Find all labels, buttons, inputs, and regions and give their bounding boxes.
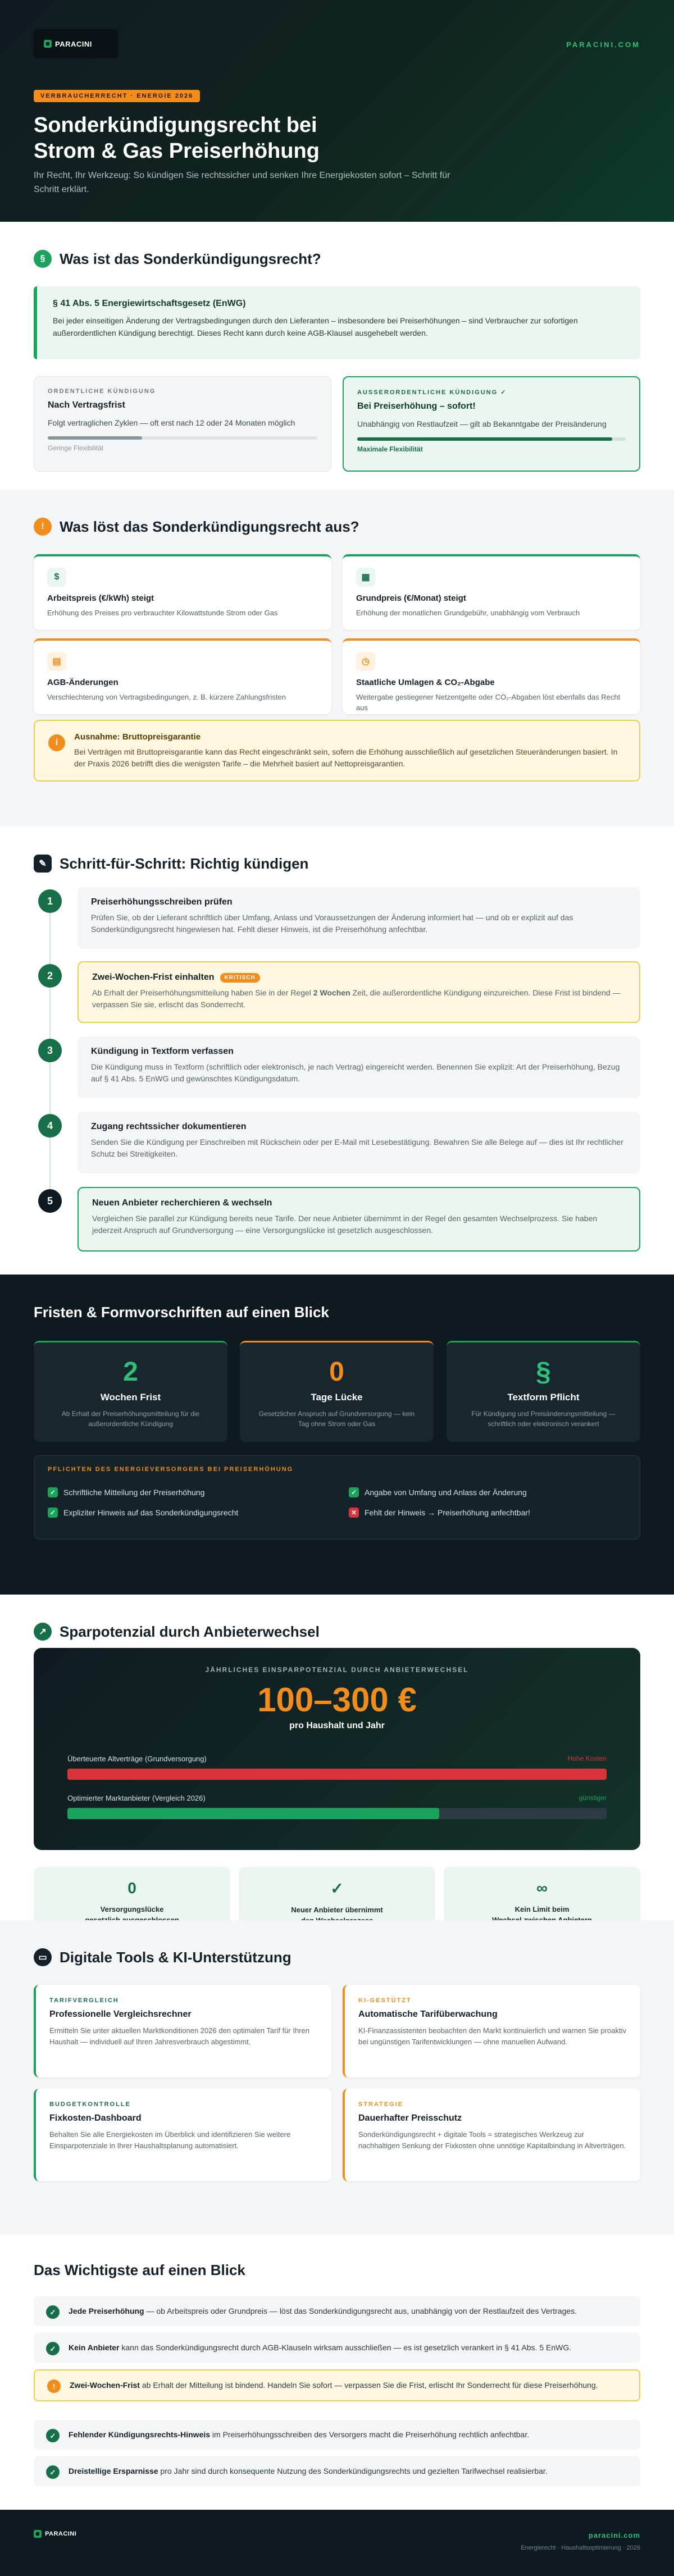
exception-note: [34, 720, 640, 782]
cause-card: [343, 554, 640, 630]
check-icon: ✓: [46, 2429, 60, 2442]
stat-value: §: [536, 1357, 551, 1387]
flexibility-label: Geringe Flexibilität: [48, 444, 104, 452]
benefit-text-line: Kein Limit beim: [514, 1905, 570, 1913]
step-card-critical: [78, 961, 640, 1023]
hero-domain-link[interactable]: PARACINI.COM: [566, 40, 640, 49]
page-title-line-2: Strom & Gas Preiserhöhung: [34, 139, 320, 163]
card-text: Folgt vertraglichen Zyklen — oft erst nach 12 oder 24 Monaten möglich: [48, 418, 295, 427]
cause-title: AGB-Änderungen: [47, 678, 119, 687]
stat-text: Ab Erhalt der Preiserhöhungsmitteilung für die außerordentliche Kündigung: [61, 1410, 200, 1428]
cost-bar: [67, 1808, 607, 1819]
footer-logo[interactable]: [34, 2530, 76, 2538]
stat-text: Gesetzlicher Anspruch auf Grundversorgung — kein Tag ohne Strom oder Gas: [258, 1410, 415, 1428]
card-title: Bei Preiserhöhung – sofort!: [357, 401, 476, 411]
section-summary: [0, 2235, 674, 2510]
tool-title: Dauerhafter Preisschutz: [358, 2113, 462, 2123]
step-number: 5: [38, 1189, 62, 1213]
section-title: Was ist das Sonderkündigungsrecht?: [60, 250, 321, 267]
tool-card: [343, 2089, 640, 2181]
step-text: Prüfen Sie, ob der Lieferant schriftlich über Umfang, Anlass und Voraussetzungen der Änderung informiert hat — und ob er explizit auf das Sonderkündigungsrecht hingewiesen hat. Fehlt dieser Hinweis, ist die Preiserhöhung anfechtbar.: [91, 913, 573, 934]
duties-kicker: PFLICHTEN DES ENERGIEVERSORGERS BEI PREISERHÖHUNG: [48, 1466, 294, 1473]
section-title: Sparpotenzial durch Anbieterwechsel: [60, 1623, 320, 1640]
stat-card: [447, 1341, 640, 1442]
stat-text: Für Kündigung und Preisänderungsmitteilung — schriftlich oder elektronisch verankert: [471, 1410, 616, 1428]
step-number: 2: [38, 964, 62, 988]
alert-icon: !: [47, 2379, 61, 2393]
step-text: Senden Sie die Kündigung per Einschreiben mit Rückschein oder per E-Mail mit Lesebestätigung. Bewahren Sie alle Belege auf — dies ist Ihr rechtlicher Schutz bei Streitigkeiten.: [91, 1138, 623, 1158]
step-title-text: Preiserhöhungsschreiben prüfen: [91, 897, 233, 907]
summary-emphasis: Jede Preiserhöhung: [69, 2306, 144, 2315]
hero-header: [0, 0, 674, 222]
tool-card: [343, 1985, 640, 2077]
tool-text: KI-Finanzassistenten beobachten den Markt kontinuierlich und warnen Sie proaktiv bei ungünstigen Tarifentwicklungen — ohne manuellen Aufwand.: [358, 2026, 626, 2046]
benefit-text-line: Neuer Anbieter übernimmt: [291, 1906, 383, 1914]
section-title: Digitale Tools & KI-Unterstützung: [60, 1948, 292, 1966]
section-title: Was löst das Sonderkündigungsrecht aus?: [60, 518, 359, 535]
duty-text: Fehlt der Hinweis → Preiserhöhung anfechtbar!: [365, 1508, 530, 1517]
duty-item: [349, 1487, 527, 1497]
stat-value: 2: [123, 1357, 138, 1387]
duty-text: Schriftliche Mitteilung der Preiserhöhung: [63, 1488, 205, 1497]
savings-kicker: JÄHRLICHES EINSPARPOTENZIAL DURCH ANBIETERWECHSEL: [205, 1666, 469, 1674]
duty-item: [48, 1508, 238, 1518]
savings-panel: [34, 1648, 640, 1850]
step-number: 3: [38, 1039, 62, 1062]
section-title: Das Wichtigste auf einen Blick: [34, 2262, 245, 2278]
check-icon: ✓: [48, 1487, 58, 1497]
step-text: Die Kündigung muss in Textform (schriftlich oder elektronisch, je nach Vertrag) eingereicht werden. Benennen Sie explizit: Art der Preiserhöhung, Bezug auf § 41 Abs. 5 EnWG und gewünschtes Kündigungsdatum.: [91, 1062, 620, 1083]
flexibility-bar-fill: [48, 436, 142, 440]
duty-text: Expliziter Hinweis auf das Sonderkündigungsrecht: [63, 1508, 239, 1517]
step-title: [91, 1122, 627, 1132]
summary-emphasis: Dreistellige Ersparnisse: [69, 2467, 158, 2475]
cause-card: [343, 638, 640, 714]
bar-label: Überteuerte Altverträge (Grundversorgung): [67, 1755, 207, 1763]
step-title: [91, 1047, 627, 1057]
stat-card: [34, 1341, 227, 1442]
cross-icon: ✕: [349, 1508, 359, 1518]
step-card: [78, 1112, 640, 1173]
tool-title: Fixkosten-Dashboard: [49, 2113, 142, 2123]
page-title: [34, 112, 427, 164]
trend-up-icon: ↗: [34, 1623, 52, 1641]
card-text: Unabhängig von Restlaufzeit — gilt ab Bekanntgabe der Preisänderung: [357, 419, 607, 428]
tool-text: Behalten Sie alle Energiekosten im Überblick und identifizieren Sie weitere Einsparpotenziale in Ihrer Haushaltsplanung automatisiert.: [49, 2130, 291, 2150]
cause-text: Verschlechterung von Vertragsbedingungen, z. B. kürzere Zahlungsfristen: [47, 693, 286, 701]
step-title: [92, 972, 626, 983]
bar-value: günstiger: [579, 1794, 607, 1802]
cost-bar: [67, 1769, 607, 1780]
section-triggers: [0, 490, 674, 826]
section-heading: [34, 518, 359, 536]
legal-basis-box: [34, 286, 640, 359]
step-text: Vergleichen Sie parallel zur Kündigung bereits neue Tarife. Der neue Anbieter übernimmt in der Regel den gesamten Wechselprozess. Sie haben jederzeit Anspruch auf Grundversorgung — eine Versorgungslücke ist gesetzlich ausgeschlossen.: [92, 1214, 598, 1235]
duty-text: Angabe von Umfang und Anlass der Änderung: [365, 1488, 527, 1497]
cost-bar-fill: [67, 1769, 607, 1780]
section-definition: [0, 222, 674, 490]
section-heading: [34, 250, 321, 268]
stat-title: Wochen Frist: [100, 1392, 161, 1403]
tool-title: Automatische Tarifüberwachung: [358, 2009, 498, 2019]
check-icon: ✓: [46, 2342, 60, 2355]
step-card: [78, 887, 640, 949]
footer-note: Energierecht · Haushaltsoptimierung · 2026: [521, 2545, 640, 2551]
summary-item: [34, 2456, 640, 2486]
step-title: [91, 897, 627, 907]
dollar-icon: $: [47, 568, 66, 587]
summary-emphasis: Zwei-Wochen-Frist: [70, 2381, 140, 2390]
section-title: Fristen & Formvorschriften auf einen Blick: [34, 1304, 329, 1321]
step-number: 1: [38, 889, 62, 913]
savings-amount: 100–300 €: [257, 1681, 417, 1719]
note-title: Ausnahme: Bruttopreisgarantie: [74, 732, 201, 742]
cause-text: Erhöhung der monatlichen Grundgebühr, unabhängig vom Verbrauch: [356, 609, 580, 617]
duty-item: [48, 1487, 204, 1497]
stat-title: Tage Lücke: [311, 1392, 363, 1403]
card-kicker: AUSSERORDENTLICHE KÜNDIGUNG ✓: [357, 389, 507, 396]
alert-icon: !: [34, 518, 52, 536]
stat-card: [240, 1341, 434, 1442]
tool-card: [34, 2089, 331, 2181]
tool-kicker: STRATEGIE: [358, 2101, 404, 2108]
cost-bar-fill: [67, 1808, 439, 1819]
step-card: [78, 1036, 640, 1098]
section-heading: [34, 1948, 292, 1966]
tool-card: [34, 1985, 331, 2077]
cause-card: [34, 638, 331, 714]
step-text-part: Ab Erhalt der Preiserhöhungsmitteilung haben Sie in der Regel: [92, 988, 313, 997]
summary-text: — ob Arbeitspreis oder Grundpreis — löst das Sonderkündigungsrecht aus, unabhängig von der Restlaufzeit des Vertrages.: [144, 2306, 577, 2315]
section-deadlines: [0, 1275, 674, 1595]
footer-domain-link[interactable]: paracini.com: [588, 2531, 640, 2540]
benefit-value: ∞: [536, 1879, 548, 1897]
step-title-text: Zugang rechtssicher dokumentieren: [91, 1122, 247, 1131]
stat-value: 0: [329, 1357, 344, 1387]
cause-text: Weitergabe gestiegener Netzentgelte oder CO₂-Abgaben löst ebenfalls das Recht aus: [356, 693, 621, 712]
check-icon: ✓: [46, 2465, 60, 2479]
step-text-emphasis: 2 Wochen: [313, 988, 350, 997]
step-title-text: Zwei-Wochen-Frist einhalten: [92, 972, 215, 982]
tool-text: Sonderkündigungsrecht + digitale Tools = strategisches Werkzeug zur nachhaltigen Senkung der Fixkosten ohne unnötige Kapitalbindung in Altverträgen.: [358, 2130, 626, 2150]
benefit-value: ✓: [330, 1880, 344, 1897]
summary-emphasis: Kein Anbieter: [69, 2343, 120, 2352]
note-text: Bei Verträgen mit Bruttopreisgarantie kann das Recht eingeschränkt sein, sofern die Erhöhung ausschließlich auf gesetzlichen Steueränderungen basiert. In der Praxis 2026 betrifft dies die wenigsten Tarife – die Mehrheit basiert auf Nettopreisgarantien.: [74, 747, 618, 768]
savings-unit: pro Haushalt und Jahr: [289, 1721, 385, 1730]
cause-title: Grundpreis (€/Monat) steigt: [356, 593, 466, 603]
cause-title: Arbeitspreis (€/kWh) steigt: [47, 593, 154, 603]
step-text: [92, 987, 626, 1011]
tool-text: Ermitteln Sie unter aktuellen Marktkonditionen 2026 den optimalen Tarif für Ihren Haushalt — individuell auf Ihren Jahresverbrauch abgestimmt.: [49, 2026, 309, 2046]
benefit-value: 0: [127, 1879, 136, 1897]
page-subtitle: Ihr Recht, Ihr Werkzeug: So kündigen Sie rechtssicher und senken Ihre Energiekosten sofort – Schritt für Schritt erklärt.: [34, 171, 450, 194]
flexibility-bar-fill: [357, 437, 612, 441]
legal-text: Bei jeder einseitigen Änderung der Vertragsbedingungen durch den Lieferanten – insbesondere bei Preiserhöhungen – sind Verbraucher zur sofortigen außerordentlichen Kündigung berechtigt. Dieses Recht kann durch keine AGB-Klausel ausgehebelt werden.: [53, 316, 578, 337]
step-card-final: [78, 1187, 640, 1252]
flexibility-bar: [48, 436, 317, 440]
check-icon: ✓: [48, 1508, 58, 1518]
step-title-text: Kündigung in Textform verfassen: [91, 1047, 234, 1056]
summary-item: [34, 2296, 640, 2326]
bar-value: Hohe Kosten: [567, 1755, 607, 1762]
provider-duties-box: [34, 1455, 640, 1540]
logo-text: PARACINI: [55, 39, 92, 48]
card-title: Nach Vertragsfrist: [48, 400, 125, 410]
check-icon: ✓: [46, 2305, 60, 2319]
step-number: 4: [38, 1114, 62, 1138]
step-title: [92, 1198, 626, 1208]
cause-card: [34, 554, 331, 630]
info-icon: i: [48, 734, 65, 751]
page-title-line-1: Sonderkündigungsrecht bei: [34, 113, 317, 137]
step-title-text: Neuen Anbieter recherchieren & wechseln: [92, 1198, 272, 1208]
summary-item-warning: [34, 2369, 640, 2401]
step-text-part: Zeit, die außerordentliche Kündigung einzureichen. Diese Frist ist bindend — verpassen Sie sie, erlischt das Sonderrecht.: [92, 988, 621, 1009]
paragraph-icon: §: [34, 250, 52, 268]
category-badge: VERBRAUCHERRECHT · ENERGIE 2026: [34, 90, 200, 102]
tool-title: Professionelle Vergleichsrechner: [49, 2009, 192, 2019]
flexibility-label: Maximale Flexibilität: [357, 445, 423, 453]
summary-text: kann das Sonderkündigungsrecht durch AGB-Klauseln wirksam ausschließen — es ist gesetzlich verankert in § 41 Abs. 5 EnWG.: [119, 2343, 572, 2352]
section-tools: [0, 1920, 674, 2235]
section-heading: [34, 1623, 320, 1641]
calendar-icon: ▦: [356, 568, 375, 587]
duty-item: [349, 1508, 530, 1518]
edit-icon: ✎: [34, 855, 52, 873]
logo[interactable]: [34, 29, 118, 58]
section-heading: [34, 855, 308, 873]
summary-text: ab Erhalt der Mitteilung ist bindend. Handeln Sie sofort — verpassen Sie die Frist, erlischt Ihr Sonderrecht für diese Preiserhöhung.: [139, 2381, 598, 2390]
ordinary-termination-card: [34, 376, 331, 472]
section-title: Schritt-für-Schritt: Richtig kündigen: [60, 855, 309, 872]
summary-emphasis: Fehlender Kündigungsrechts-Hinweis: [69, 2430, 211, 2439]
summary-text: im Preiserhöhungsschreiben des Versorgers macht die Preiserhöhung rechtlich anfechtbar.: [210, 2430, 530, 2439]
clock-icon: ◷: [356, 652, 375, 671]
tool-kicker: KI-GESTÜTZT: [358, 1997, 412, 2004]
summary-text: pro Jahr sind durch konsequente Nutzung des Sonderkündigungsrechts und gezielten Tarifwechsel realisierbar.: [158, 2467, 548, 2475]
monitor-icon: ▭: [34, 1948, 52, 1966]
document-icon: ▤: [47, 652, 66, 671]
cause-title: Staatliche Umlagen & CO₂-Abgabe: [356, 678, 495, 687]
critical-badge: KRITISCH: [220, 973, 260, 983]
bar-label: Optimierter Marktanbieter (Vergleich 2026): [67, 1794, 206, 1802]
benefit-text-line: Versorgungslücke: [100, 1905, 164, 1913]
logo-mark-icon: [44, 40, 52, 48]
card-kicker: ORDENTLICHE KÜNDIGUNG: [48, 388, 156, 395]
tool-kicker: TARIFVERGLEICH: [49, 1997, 119, 2004]
section-steps: [0, 826, 674, 1275]
cause-text: Erhöhung des Preises pro verbrauchter Kilowattstunde Strom oder Gas: [47, 609, 278, 617]
extraordinary-termination-card: [343, 376, 640, 472]
footer: [0, 2510, 674, 2576]
summary-item: [34, 2420, 640, 2450]
tool-kicker: BUDGETKONTROLLE: [49, 2101, 131, 2108]
check-icon: ✓: [349, 1487, 359, 1497]
logo-mark-icon: [34, 2530, 42, 2538]
summary-item: [34, 2333, 640, 2363]
stat-title: Textform Pflicht: [507, 1392, 580, 1403]
flexibility-bar: [357, 437, 626, 441]
footer-logo-text: PARACINI: [45, 2531, 77, 2537]
section-savings: [0, 1595, 674, 1965]
legal-title: § 41 Abs. 5 Energiewirtschaftsgesetz (EnWG): [53, 299, 246, 308]
